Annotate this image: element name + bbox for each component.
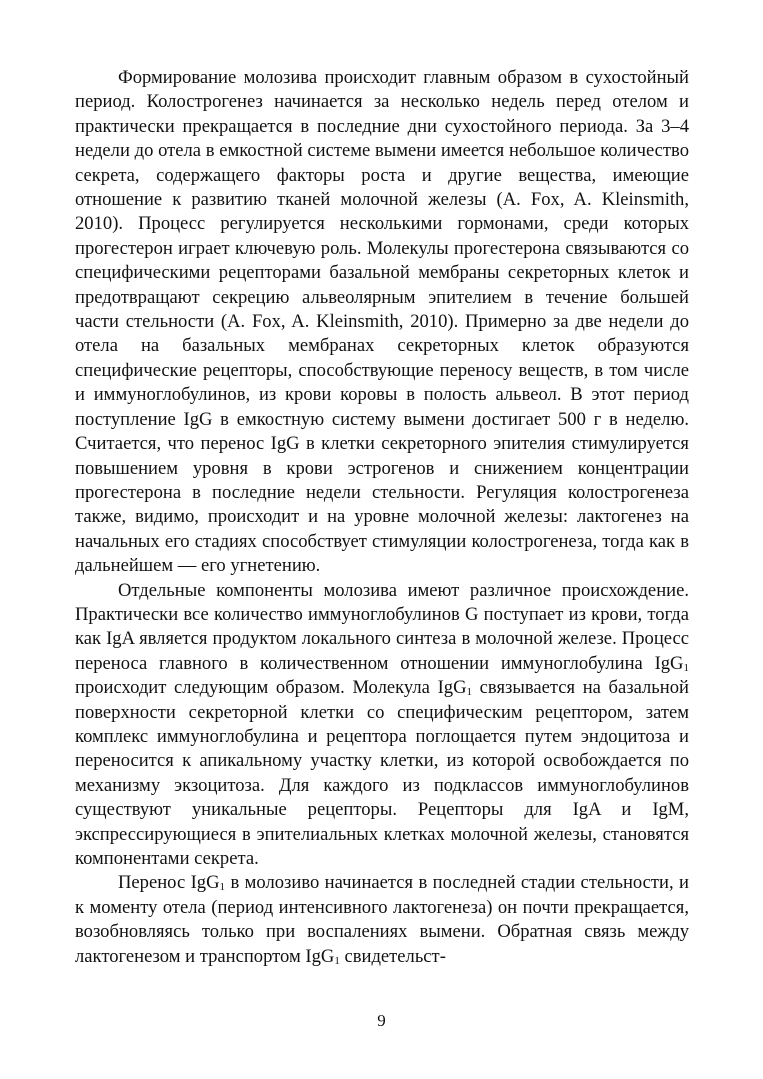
paragraph-text: происходит следующим образом. Молекула IgG (75, 677, 467, 699)
subscript-1: 1 (466, 686, 472, 699)
subscript-1: 1 (683, 661, 689, 674)
paragraph-colostrogenesis (75, 66, 689, 579)
page-number: 9 (377, 1011, 386, 1030)
subscript-1: 1 (334, 954, 340, 967)
paragraph-text: в молозиво начинается в последней стадии стельности, и к моменту отела (период интенсивного лактогенеза) он почти прекращается, возобновляясь только при воспалениях вымени. Обратная связь между лактогенезом и транспортом IgG (75, 872, 689, 967)
paragraph-text: связывается на базальной поверхности секреторной клетки со специфическим рецептором, затем комплекс иммуноглобулина и рецептора поглощается путем эндоцитоза и переносится к апикальному участку клетки, из которой освобождается по механизму экзоцитоза. Для каждого из подклассов иммуноглобулинов существуют уникальные рецепторы. Рецепторы для IgA и IgM, экспрессирующиеся в эпителиальных клетках молочной железы, становятся компонентами секрета. (75, 677, 689, 869)
paragraph-text: Формирование молозива происходит главным образом в сухостойный период. Колострогенез начинается за несколько недель перед отелом и практически прекращается в последние дни сухостойного периода. За 3–4 недели до отела в емкостной системе вымени имеется небольшое количество секрета, содержащего факторы роста и другие вещества, имеющие отношение к развитию тканей молочной железы (A. Fox, A. Kleinsmith, 2010). Процесс регулируется несколькими гормонами, среди которых прогестерон играет ключевую роль. Молекулы прогестерона связываются со специфическими рецепторами базальной мембраны секреторных клеток и предотвращают секрецию альвеолярным эпителием в течение большей части стельности (A. Fox, A. Kleinsmith, 2010). Примерно за две недели до отела на базальных мембранах секреторных клеток образуются специфические рецепторы, способствующие переносу веществ, в том числе и иммуноглобулинов, из крови коровы в полость альвеол. В этот период поступление IgG в емкостную систему вымени достигает 500 г в неделю. Считается, что перенос IgG в клетки секреторного эпителия стимулируется повышением уровня в крови эстрогенов и снижением концентрации прогестерона в последние недели стельности. Регуляция колострогенеза также, видимо, происходит и на уровне молочной железы: лактогенез на начальных его стадиях способствует стимуляции колострогенеза, тогда как в дальнейшем — его угнетению. (75, 67, 689, 577)
paragraph-text: Отдельные компоненты молозива имеют различное происхождение. Практически все количество иммуноглобулинов G поступает из крови, тогда как IgA является продуктом локального синтеза в молочной железе. Процесс переноса главного в количественном отношении иммуноглобулина IgG (75, 579, 689, 674)
subscript-1: 1 (219, 881, 226, 894)
paragraph-igg1-transfer (75, 871, 689, 969)
paragraph-colostrum-components (75, 579, 689, 872)
page-body (75, 66, 689, 969)
paragraph-text: свидетельст- (339, 945, 446, 967)
paragraph-text: Перенос IgG (118, 872, 220, 894)
